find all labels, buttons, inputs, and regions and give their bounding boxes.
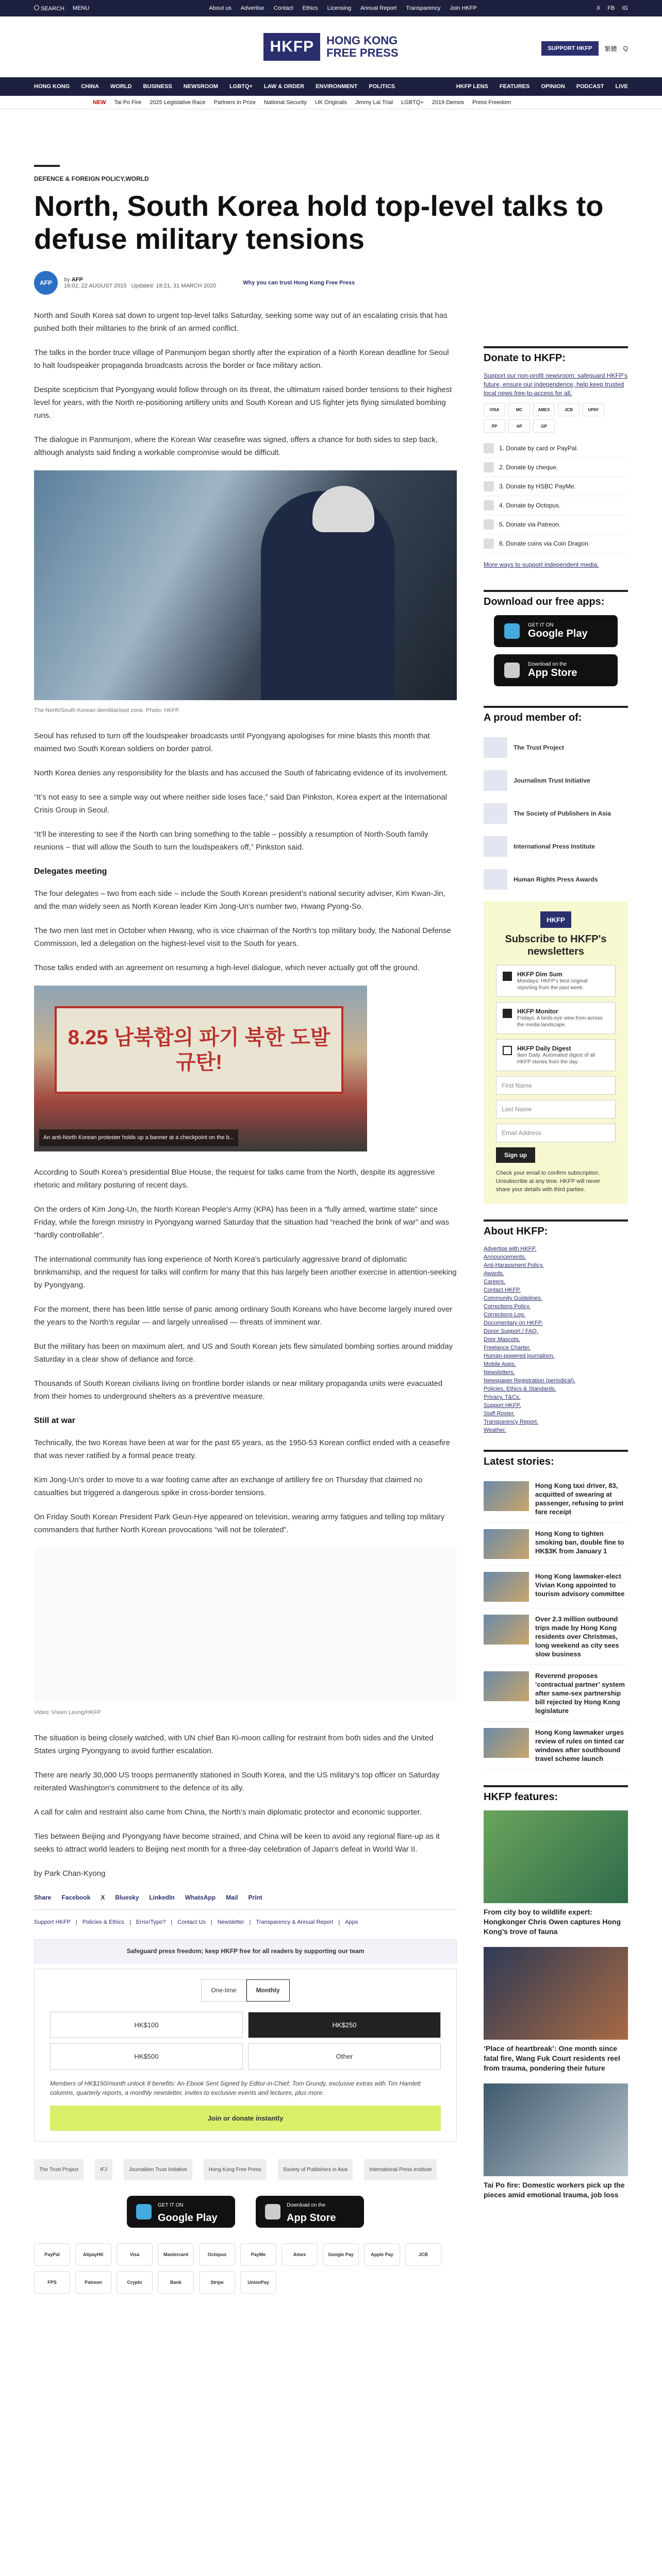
donate-frequency-tabs (50, 1979, 441, 2002)
card-icon: PP (484, 419, 505, 433)
footer-link[interactable]: Error/Typo? (136, 1919, 166, 1925)
newsletter-note: Check your email to confirm subscription. Unsubscribe at any time. HKFP will never share your details with third parties. (496, 1170, 601, 1193)
share-linkedin[interactable]: LinkedIn (149, 1894, 175, 1901)
card-icon: JCB (558, 403, 580, 416)
footer-link[interactable]: Contact Us (177, 1919, 206, 1925)
paragraph: The talks in the border truce village of Panmunjom began shortly after the expiration of a North Korean deadline for Seoul to halt loudspeaker propaganda broadcasts across the border or face military action. (34, 348, 449, 370)
payme-icon (484, 481, 494, 492)
payment-icon[interactable]: JCB (405, 2243, 441, 2266)
card-icon: VISA (484, 403, 505, 416)
feature-image (484, 1810, 628, 1903)
trending-link[interactable]: 2019 Demos (432, 99, 465, 106)
app-store-button[interactable]: Download on the App Store (256, 2196, 364, 2228)
trust-link[interactable]: Why you can trust Hong Kong Free Press (243, 280, 355, 286)
cheque-icon (484, 462, 494, 472)
join-donate-button[interactable]: Join or donate instantly (50, 2106, 441, 2131)
title-rule (34, 165, 60, 167)
newsletter-box (484, 901, 628, 1204)
story-thumbnail (484, 1572, 529, 1602)
footer-link[interactable]: Apps (345, 1919, 358, 1925)
article-photo-protest (34, 986, 367, 1151)
newsletter-option[interactable]: HKFP Monitor Fridays: A birds-eye view from across the media landscape. (496, 1002, 616, 1034)
payment-icon[interactable]: Visa (117, 2243, 153, 2266)
topbar-link-about[interactable]: About us (209, 5, 231, 11)
paragraph: The two men last met in October when Hwang, who is vice chairman of the North’s top military body, the National Defense Commission, led a delegation on the highest-level visit to the South for years. (34, 926, 451, 948)
feature-item[interactable]: ‘Place of heartbreak’: One month since fatal fire, Wang Fuk Court residents reel from trauma, pondering their future (484, 1947, 628, 2073)
trending-link[interactable]: Press Freedom (472, 99, 511, 106)
about-link[interactable]: Door Mascots. (484, 1336, 520, 1343)
sidebar (484, 309, 628, 2294)
paragraph: The international community has long experience of North Korea’s particularly aggressive brand of diplomatic brinkmanship, and the request for talks will confirm for many that this has largely been another exercise in attention-seeking by Pyongyang. (34, 1255, 457, 1290)
paragraph: The four delegates – two from each side – include the South Korean president’s national security adviser, Kim Kwan-Jin, and the man widely seen as North Korean leader Kim Jong-Un’s number two, Hwang Pyong-So. (34, 889, 445, 911)
latest-story[interactable]: Hong Kong to tighten smoking ban, double fine to HK$3K from January 1 (484, 1523, 628, 1566)
badge-jti[interactable]: Journalism Trust Initiative (124, 2159, 192, 2180)
share-facebook[interactable]: Facebook (61, 1894, 91, 1901)
topbar-link-join[interactable]: Join HKFP (450, 5, 477, 11)
last-name-field[interactable]: Last Name (496, 1100, 616, 1118)
payment-icon[interactable]: PayMe (240, 2243, 276, 2266)
updated-date: Updated: 18:21, 31 MARCH 2020 (131, 283, 217, 289)
payment-icon[interactable]: Apple Pay (364, 2243, 400, 2266)
article-category[interactable]: DEFENCE & FOREIGN POLICY,WORLD (34, 175, 149, 182)
photo-caption: The North/South Korean demilitarised zone. Photo: HKFP. (34, 707, 180, 714)
nav-features[interactable]: FEATURES (499, 83, 530, 90)
donate-option[interactable]: 3. Donate by HSBC PayMe. (484, 477, 628, 496)
article-photo (34, 470, 457, 700)
trending-link[interactable]: Jimmy Lai Trial (355, 99, 393, 106)
card-icon: MC (508, 403, 530, 416)
apple-icon (265, 2204, 280, 2219)
about-link[interactable]: Staff Roster. (484, 1411, 515, 1417)
article-title: North, South Korea hold top-level talks to defuse military tensions (34, 190, 604, 255)
coin-icon (484, 538, 494, 549)
about-link[interactable]: Mobile Apps. (484, 1361, 516, 1367)
payment-icon[interactable]: Stripe (199, 2271, 235, 2294)
ipi-icon (484, 836, 507, 857)
latest-story[interactable]: Reverend proposes ‘contractual partner’ system after same-sex partnership bill rejected by Hong Kong legislature (484, 1665, 628, 1722)
paragraph: North Korea denies any responsibility for the blasts and has accused the South of fabricating evidence of its involvement. (34, 769, 448, 777)
video-embed[interactable] (34, 1548, 457, 1702)
donate-banner[interactable]: Safeguard press freedom; keep HKFP free for all readers by supporting our team (34, 1939, 457, 1963)
payment-icon[interactable]: UnionPay (240, 2271, 276, 2294)
app-store-row (34, 2196, 457, 2228)
share-bar (34, 1891, 457, 1910)
badge-ifj[interactable]: IFJ (95, 2159, 112, 2180)
payment-icon (484, 443, 494, 453)
about-link[interactable]: Corrections Policy. (484, 1303, 531, 1310)
donate-option[interactable]: 4. Donate by Octopus. (484, 496, 628, 515)
trending-link[interactable]: Partners in Prize (213, 99, 256, 106)
about-link[interactable]: Documentary on HKFP. (484, 1320, 543, 1326)
card-icon: GP (533, 419, 555, 433)
search-icon (34, 5, 39, 10)
topbar-link-annual-report[interactable]: Annual Report (360, 5, 397, 11)
logo-line-1: HONG KONG (326, 34, 398, 47)
member-badges-row (34, 2159, 457, 2180)
octopus-icon (484, 500, 494, 511)
paragraph: “It’s not easy to see a simple way out where neither side loses face,” said Dan Pinkston, Korea expert at the International Crisis Group in Seoul. (34, 793, 447, 815)
donate-option[interactable]: 1. Donate by card or PayPal. (484, 439, 628, 458)
payment-icon[interactable]: Octopus (199, 2243, 235, 2266)
apps-title: Download our free apps: (484, 590, 628, 608)
about-title: About HKFP: (484, 1219, 628, 1238)
nav-world[interactable]: WORLD (110, 83, 132, 90)
newsletter-title: Subscribe to HKFP's newsletters (505, 934, 607, 957)
share-print[interactable]: Print (248, 1894, 262, 1901)
about-link[interactable]: Privacy, T&Cs. (484, 1394, 521, 1400)
paragraph: A call for calm and restraint also came from China, the North’s main diplomatic protector and economic supporter. (34, 1808, 422, 1817)
about-link[interactable]: Transparency Report. (484, 1419, 538, 1425)
card-icon: AMEX (533, 403, 555, 416)
trending-link[interactable]: 2025 Legislative Race (150, 99, 206, 106)
x-icon[interactable]: X (596, 5, 601, 11)
main-nav (0, 77, 662, 96)
amount-option[interactable]: HK$100 (50, 2012, 243, 2038)
latest-story[interactable]: Over 2.3 million outbound trips made by Hong Kong residents over Christmas, long weekend as city sees slow business (484, 1608, 628, 1665)
nav-hong-kong[interactable]: HONG KONG (34, 83, 70, 90)
nav-law-order[interactable]: LAW & ORDER (263, 83, 305, 90)
share-mail[interactable]: Mail (226, 1894, 238, 1901)
about-link[interactable]: Anti-Harassment Policy. (484, 1262, 544, 1268)
byline-by: by (64, 277, 70, 283)
paragraph: Seoul has refused to turn off the loudspeaker broadcasts until Pyongyang apologises for mine blasts this month that maimed two South Korean soldiers on border patrol. (34, 732, 430, 753)
nav-business[interactable]: BUSINESS (143, 83, 172, 90)
donate-intro-link[interactable]: Support our non-profit newsroom: safeguard HKFP's future, ensure our independence, help keep trusted local news free-to-access for all. (484, 372, 628, 397)
payment-icon[interactable]: Patreon (75, 2271, 111, 2294)
trending-bar (0, 96, 662, 109)
member-title: A proud member of: (484, 706, 628, 724)
badge-hkfp[interactable]: Hong Kong Free Press (204, 2159, 267, 2180)
paragraph: There are nearly 30,000 US troops permanently stationed in South Korea, and the US military’s top officer on Saturday reiterated Washington’s commitment to the defence of its ally. (34, 1771, 440, 1792)
amount-option-selected[interactable]: HK$250 (248, 2012, 441, 2038)
photo-caption-overlay: An anti-North Korean protester holds up a banner at a checkpoint on the b... (39, 1129, 238, 1146)
member-item[interactable]: The Trust Project (484, 731, 628, 764)
about-link[interactable]: Announcements. (484, 1254, 526, 1260)
paragraph: Technically, the two Koreas have been at war for the past 65 years, as the 1950-53 Korean conflict ended with a ceasefire that was never ratified by a formal peace treaty. (34, 1438, 450, 1460)
menu-link[interactable]: MENU (72, 5, 90, 11)
paragraph: North and South Korea sat down to urgent top-level talks Saturday, seeking some way out of an escalating crisis that has pushed both their militaries to the brink of an armed conflict. (34, 311, 448, 333)
card-icons (484, 403, 628, 433)
about-link[interactable]: Contact HKFP. (484, 1287, 521, 1293)
trending-link[interactable]: UK Originals (315, 99, 347, 106)
signup-button[interactable]: Sign up (496, 1147, 535, 1163)
paragraph: Thousands of South Korean civilians living on frontline border islands or near military propaganda units were evacuated from their homes to underground shelters as a preventive measure. (34, 1379, 443, 1401)
first-name-field[interactable]: First Name (496, 1076, 616, 1095)
paragraph: But the military has been on maximum alert, and US and South Korean jets flew simulated bombing sorties around midday Saturday in a clear show of defiance and force. (34, 1342, 453, 1364)
nav-hkfp-lens[interactable]: HKFP LENS (456, 83, 488, 90)
hrpa-icon (484, 869, 507, 890)
paragraph: On the orders of Kim Jong-Un, the North Korean People’s Army (KPA) has been in a “fully armed, wartime state” since Friday, while the foreign ministry in Pyongyang warned Saturday that the situation had “reached the brink of war” and was “hardly controllable”. (34, 1205, 450, 1240)
nav-live[interactable]: LIVE (615, 83, 628, 90)
protest-banner: 8.25 남북합의 파기 북한 도발 규탄! (55, 1006, 343, 1094)
newsletter-option[interactable]: HKFP Daily Digest 9am Daily: Automated digest of all HKFP stories from the day. (496, 1039, 616, 1071)
trending-link[interactable]: LGBTQ+ (401, 99, 424, 106)
donate-options (484, 439, 628, 553)
about-link[interactable]: Advertise with HKFP. (484, 1246, 537, 1252)
google-play-button[interactable]: GET IT ON Google Play (127, 2196, 235, 2228)
badge-ipi[interactable]: International Press Institute (364, 2159, 437, 2180)
payment-icon[interactable]: Bank (158, 2271, 194, 2294)
apple-icon (504, 663, 520, 678)
facebook-icon[interactable]: FB (607, 5, 615, 11)
nav-opinion[interactable]: OPINION (541, 83, 565, 90)
member-item[interactable]: The Society of Publishers in Asia (484, 797, 628, 830)
support-hkfp-button[interactable]: SUPPORT HKFP (541, 41, 598, 56)
about-link[interactable]: Donor Support / FAQ. (484, 1328, 538, 1334)
topbar-link-licensing[interactable]: Licensing (327, 5, 352, 11)
trending-link[interactable]: Tai Po Fire (114, 99, 142, 106)
footer-links: Support HKFP | Policies & Ethics | Error/Typo? | Contact Us | Newsletter | Transparency & Annual Report | Apps (34, 1916, 457, 1929)
email-field[interactable]: Email Address (496, 1124, 616, 1142)
article-credit: by Park Chan-Kyong (34, 1869, 106, 1878)
checkbox[interactable] (503, 1046, 512, 1055)
payment-icon[interactable]: Mastercard (158, 2243, 194, 2266)
footer-link[interactable]: Transparency & Annual Report (256, 1919, 334, 1925)
payment-icon[interactable]: Amex (282, 2243, 318, 2266)
about-link[interactable]: Weather. (484, 1427, 506, 1433)
payment-icon[interactable]: FPS (34, 2271, 70, 2294)
amount-option-other[interactable]: Other (248, 2043, 441, 2070)
tab-one-time[interactable]: One-time (201, 1979, 246, 2002)
checkbox-checked[interactable] (503, 972, 512, 981)
video-caption: Video: Vivien Leung/HKFP (34, 1709, 101, 1716)
footer-link[interactable]: Newsletter (217, 1919, 244, 1925)
tab-monthly[interactable]: Monthly (246, 1979, 290, 2002)
new-badge: NEW (93, 99, 106, 106)
logo-line-2: FREE PRESS (326, 46, 399, 59)
publish-date: 16:02, 22 AUGUST 2015 (64, 283, 127, 289)
share-label: Share (34, 1894, 52, 1901)
donate-title: Donate to HKFP: (484, 346, 628, 364)
checkbox-checked[interactable] (503, 1009, 512, 1018)
jti-icon (484, 770, 507, 791)
donate-amounts (50, 2012, 441, 2070)
more-ways-link[interactable]: More ways to support independent media. (484, 561, 599, 568)
about-link[interactable]: Support HKFP. (484, 1402, 521, 1409)
nav-lgbtq[interactable]: LGBTQ+ (229, 83, 253, 90)
badge-sopa[interactable]: Society of Publishers in Asia (278, 2159, 353, 2180)
payment-icon[interactable]: AlipayHK (75, 2243, 111, 2266)
donate-option[interactable]: 5. Donate via Patreon. (484, 515, 628, 534)
card-icon: UPAY (583, 403, 604, 416)
trust-project-icon (484, 737, 507, 758)
subheading: Delegates meeting (34, 867, 107, 876)
footer-link[interactable]: Support HKFP (34, 1919, 71, 1925)
payment-methods (34, 2243, 457, 2294)
features-title: HKFP features: (484, 1785, 628, 1803)
feature-item[interactable]: Tai Po fire: Domestic workers pick up the pieces amid emotional trauma, job loss (484, 2083, 628, 2200)
payment-icon[interactable]: Google Pay (323, 2243, 359, 2266)
logo-mark: HKFP (263, 33, 320, 61)
paragraph: For the moment, there has been little sense of panic among ordinary South Koreans who have become largely inured over the years to the North’s regular — and largely unrealised — threats of imminent war. (34, 1305, 453, 1327)
paragraph: Ties between Beijing and Pyongyang have become strained, and China will be keen to avoid any regional flare-up as it seeks to attract world leaders to Beijing next month for a three-day celebration of Japan’s defeat in World War II. (34, 1832, 440, 1854)
sopa-icon (484, 803, 507, 824)
site-logo[interactable] (263, 33, 398, 61)
instagram-icon[interactable]: IG (622, 5, 628, 11)
paragraph: On Friday South Korean President Park Geun-Hye appeared on television, wearing army fatigues and telling top military commanders that further North Korean provocations “will not be tolerated”. (34, 1513, 445, 1534)
card-icon: AP (508, 419, 530, 433)
topbar-link-contact[interactable]: Contact (273, 5, 293, 11)
subheading: Still at war (34, 1416, 76, 1425)
about-link[interactable]: Policies, Ethics & Standards. (484, 1386, 556, 1392)
feature-image (484, 1947, 628, 2040)
payment-icon[interactable]: PayPal (34, 2243, 70, 2266)
header-search-icon[interactable]: Q (623, 45, 628, 52)
about-link[interactable]: Human-powered journalism. (484, 1353, 555, 1359)
member-item[interactable]: International Press Institute (484, 830, 628, 863)
share-x[interactable]: X (101, 1894, 105, 1901)
footer-link[interactable]: Policies & Ethics (82, 1919, 125, 1925)
paragraph: Despite scepticism that Pyongyang would follow through on its threat, the ultimatum raised border tensions to their highest level for years, with the North re-positioning artillery units and South Korean and US fighter jets flying simulated bombing runs. (34, 385, 452, 420)
paragraph: The situation is being closely watched, with UN chief Ban Ki-moon calling for restraint from both sides and the United States urging Pyongyang to avoid further escalation. (34, 1734, 434, 1755)
feature-item[interactable]: From city boy to wildlife expert: Hongkonger Chris Owen captures Hong Kong’s trove of fauna (484, 1810, 628, 1937)
avatar: AFP (34, 271, 58, 295)
badge-trust-project[interactable]: The Trust Project (34, 2159, 84, 2180)
latest-story[interactable]: Hong Kong lawmaker-elect Vivian Kong appointed to tourism advisory committee (484, 1566, 628, 1608)
about-links (484, 1245, 628, 1434)
latest-story[interactable]: Hong Kong lawmaker urges review of rules on tinted car windows after southbound travel scheme launch (484, 1722, 628, 1770)
donate-panel (34, 1969, 457, 2142)
about-link[interactable]: Freelance Charter. (484, 1345, 531, 1351)
newsletter-option[interactable]: HKFP Dim Sum Mondays: HKFP's best original reporting from the past week. (496, 965, 616, 997)
google-play-icon (504, 623, 520, 639)
story-thumbnail (484, 1615, 529, 1645)
about-link[interactable]: Newsletters. (484, 1369, 515, 1376)
paragraph: “It’ll be interesting to see if the North can bring something to the table – possibly a resumption of North-South family reunions – that will allow the South to turn the loudspeakers off,” Pinkston said. (34, 830, 428, 852)
donate-option[interactable]: 6. Donate coins via Coin Dragon. (484, 534, 628, 553)
trending-link[interactable]: National Security (263, 99, 307, 106)
paragraph: Those talks ended with an agreement on resuming a high-level dialogue, which never actually got off the ground. (34, 963, 420, 972)
about-link[interactable]: Corrections Log. (484, 1312, 525, 1318)
article-body (34, 309, 457, 2294)
about-link[interactable]: Community Guidelines. (484, 1295, 542, 1301)
topbar-link-transparency[interactable]: Transparency (406, 5, 441, 11)
google-play-icon (136, 2204, 152, 2219)
nav-environment[interactable]: ENVIRONMENT (316, 83, 358, 90)
paragraph: Kim Jong-Un’s order to move to a war footing came after an exchange of artillery fire on Thursday that claimed no casualties but triggered a dangerous spike in cross-border tensions. (34, 1476, 423, 1497)
latest-title: Latest stories: (484, 1450, 628, 1468)
payment-icon[interactable]: Crypto (117, 2271, 153, 2294)
member-item[interactable]: Human Rights Press Awards (484, 863, 628, 896)
paragraph: According to South Korea’s presidential Blue House, the request for talks came from the North, despite its aggressive rhetoric and military posturing of recent days. (34, 1168, 435, 1190)
feature-image (484, 2083, 628, 2176)
topbar-link-ethics[interactable]: Ethics (302, 5, 318, 11)
about-link[interactable]: Newspaper Registration (periodical). (484, 1378, 575, 1384)
donate-note: Members of HK$150/month unlock 8 benefits: An Ebook Sent Signed by Editor-in-Chief; Tom Grundy, exclusive extras with Tim Hamlett columns, quarterly reports, a monthly newsletter, invites to exclusive events and lectures, plus more. (50, 2080, 421, 2096)
language-switch[interactable]: 繁體 (604, 45, 617, 53)
paragraph: The dialogue in Panmunjom, where the Korean War ceasefire was signed, offers a chance for both sides to step back, although analysts said finding a workable compromise would be difficult. (34, 435, 438, 457)
donate-option[interactable]: 2. Donate by cheque. (484, 458, 628, 477)
about-link[interactable]: Awards. (484, 1270, 504, 1277)
search-link[interactable]: SEARCH (34, 5, 64, 12)
about-link[interactable]: Careers. (484, 1279, 506, 1285)
share-whatsapp[interactable]: WhatsApp (185, 1894, 216, 1901)
member-item[interactable]: Journalism Trust Initiative (484, 764, 628, 797)
sidebar-app-store[interactable]: Download on the App Store (494, 654, 618, 686)
story-thumbnail (484, 1481, 529, 1511)
share-bluesky[interactable]: Bluesky (115, 1894, 139, 1901)
story-thumbnail (484, 1671, 529, 1701)
sidebar-google-play[interactable]: GET IT ON Google Play (494, 615, 618, 647)
utility-bar (0, 0, 662, 16)
nav-newsroom[interactable]: NEWSROOM (183, 83, 218, 90)
site-header (0, 16, 662, 77)
author-name[interactable]: AFP (71, 277, 83, 283)
latest-story[interactable]: Hong Kong taxi driver, 83, acquitted of swearing at passenger, refusing to print fare receipt (484, 1475, 628, 1523)
amount-option[interactable]: HK$500 (50, 2043, 243, 2070)
story-thumbnail (484, 1529, 529, 1559)
topbar-link-advertise[interactable]: Advertise (240, 5, 264, 11)
newsletter-logo: HKFP (540, 911, 571, 928)
nav-china[interactable]: CHINA (81, 83, 99, 90)
nav-podcast[interactable]: PODCAST (576, 83, 604, 90)
story-thumbnail (484, 1728, 529, 1758)
byline (34, 271, 628, 295)
patreon-icon (484, 519, 494, 530)
nav-politics[interactable]: POLITICS (369, 83, 395, 90)
